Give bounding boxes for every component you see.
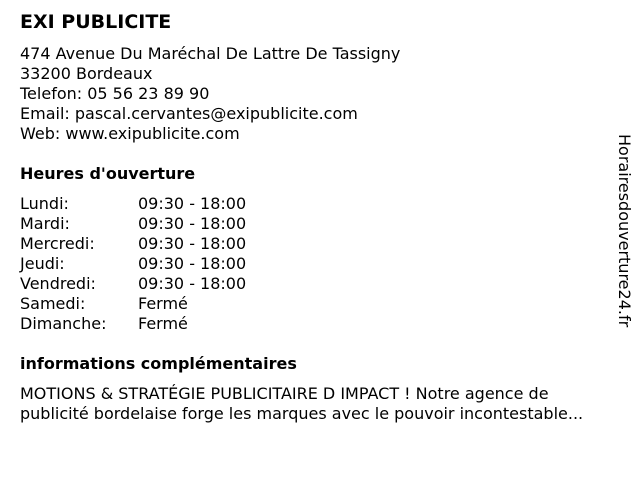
day-label: Vendredi: bbox=[20, 274, 96, 293]
day-label: Dimanche: bbox=[20, 314, 107, 333]
hours-row-monday bbox=[20, 194, 280, 214]
day-label: Mardi: bbox=[20, 214, 70, 233]
day-label: Mercredi: bbox=[20, 234, 95, 253]
time-value: Fermé bbox=[138, 314, 188, 333]
contact-details bbox=[20, 44, 400, 144]
business-name: EXI PUBLICITE bbox=[20, 11, 172, 33]
description-line-2: publicité bordelaise forge les marques avec le pouvoir incontestable... bbox=[20, 404, 584, 423]
hours-row-saturday bbox=[20, 294, 280, 314]
site-watermark: Horairesdouverture24.fr bbox=[615, 134, 634, 328]
hours-row-wednesday bbox=[20, 234, 280, 254]
time-value: Fermé bbox=[138, 294, 188, 313]
time-value: 09:30 - 18:00 bbox=[138, 254, 247, 273]
day-label: Samedi: bbox=[20, 294, 86, 313]
address-line-2: 33200 Bordeaux bbox=[20, 64, 153, 83]
hours-row-thursday bbox=[20, 254, 280, 274]
time-value: 09:30 - 18:00 bbox=[138, 194, 247, 213]
address-line-1: 474 Avenue Du Maréchal De Lattre De Tassigny bbox=[20, 44, 401, 63]
time-value: 09:30 - 18:00 bbox=[138, 214, 247, 233]
hours-row-tuesday bbox=[20, 214, 280, 234]
day-label: Lundi: bbox=[20, 194, 69, 213]
description-line-1: MOTIONS & STRATÉGIE PUBLICITAIRE D IMPACT ! Notre agence de bbox=[20, 384, 549, 403]
website: Web: www.exipublicite.com bbox=[20, 124, 240, 143]
day-label: Jeudi: bbox=[20, 254, 65, 273]
hours-row-sunday bbox=[20, 314, 280, 334]
phone-number: Telefon: 05 56 23 89 90 bbox=[20, 84, 210, 103]
business-description bbox=[20, 384, 632, 424]
hours-heading: Heures d'ouverture bbox=[20, 164, 196, 183]
email-address: Email: pascal.cervantes@exipublicite.com bbox=[20, 104, 358, 123]
opening-hours-list bbox=[20, 194, 280, 334]
info-heading: informations complémentaires bbox=[20, 354, 297, 373]
time-value: 09:30 - 18:00 bbox=[138, 234, 247, 253]
hours-row-friday bbox=[20, 274, 280, 294]
time-value: 09:30 - 18:00 bbox=[138, 274, 247, 293]
